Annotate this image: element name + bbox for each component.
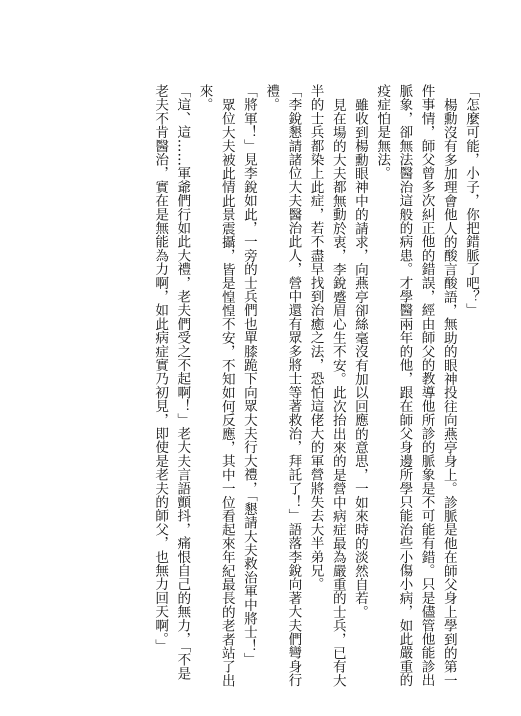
- paragraph-8: 「這、這……軍爺們行如此大禮，老夫們受之不起啊！」老大夫言語顫抖，痛恨自己的無力，「不是老夫不肯醫治，實在是無能為力啊，如此病症實乃初見，即使是老夫的師父，也無力回天啊。」: [152, 84, 191, 680]
- paragraph-6: 「將軍！」見李銳如此，一旁的士兵們也單膝跪下向眾大夫行大禮，「懇請大夫救治軍中將士！」: [240, 84, 257, 667]
- paragraph-5: 「李銳懇請諸位大夫醫治此人，營中還有眾多將士等著救治，拜託了！」語落李銳向著大夫們彎身行禮。: [263, 84, 302, 687]
- paragraph-3: 雖收到楊勳眼神中的請求，向燕亭卻絲毫沒有加以回應的意思，一如來時的淡然自若。: [351, 97, 368, 619]
- paragraph-1: 「怎麼可能，小子，你把錯脈了吧？」: [463, 84, 479, 317]
- paragraph-7: 眾位大夫被此情此景震攝，皆是惶惶不安，不知如何反應，其中一位看起來年紀最長的老者站了出來。: [196, 84, 235, 687]
- paragraph-2: 楊勳沒有多加理會他人的酸言酸語，無助的眼神投往向燕亭身上。診脈是他在師父身上學到的第一件事情，師父曾多次糾正他的錯誤，經由師父的教導他所診的脈象是不可能有錯。只是儘管他能診出脈象，卻無法醫治這般的病患。才學醫兩年的他，跟在師父身邊所學只能治些小傷小病，如此嚴重的疫症怕是無法。: [374, 84, 457, 687]
- vertical-text-body: [45, 84, 482, 688]
- paragraph-4: 見在場的大夫都無動於衷，李銳蹙眉心生不安。此次抬出來的是營中病症最為嚴重的士兵，已有大半的士兵都染上此症，若不盡早找到治癒之法，恐怕這佬大的軍營將失去大半弟兄。: [307, 84, 346, 687]
